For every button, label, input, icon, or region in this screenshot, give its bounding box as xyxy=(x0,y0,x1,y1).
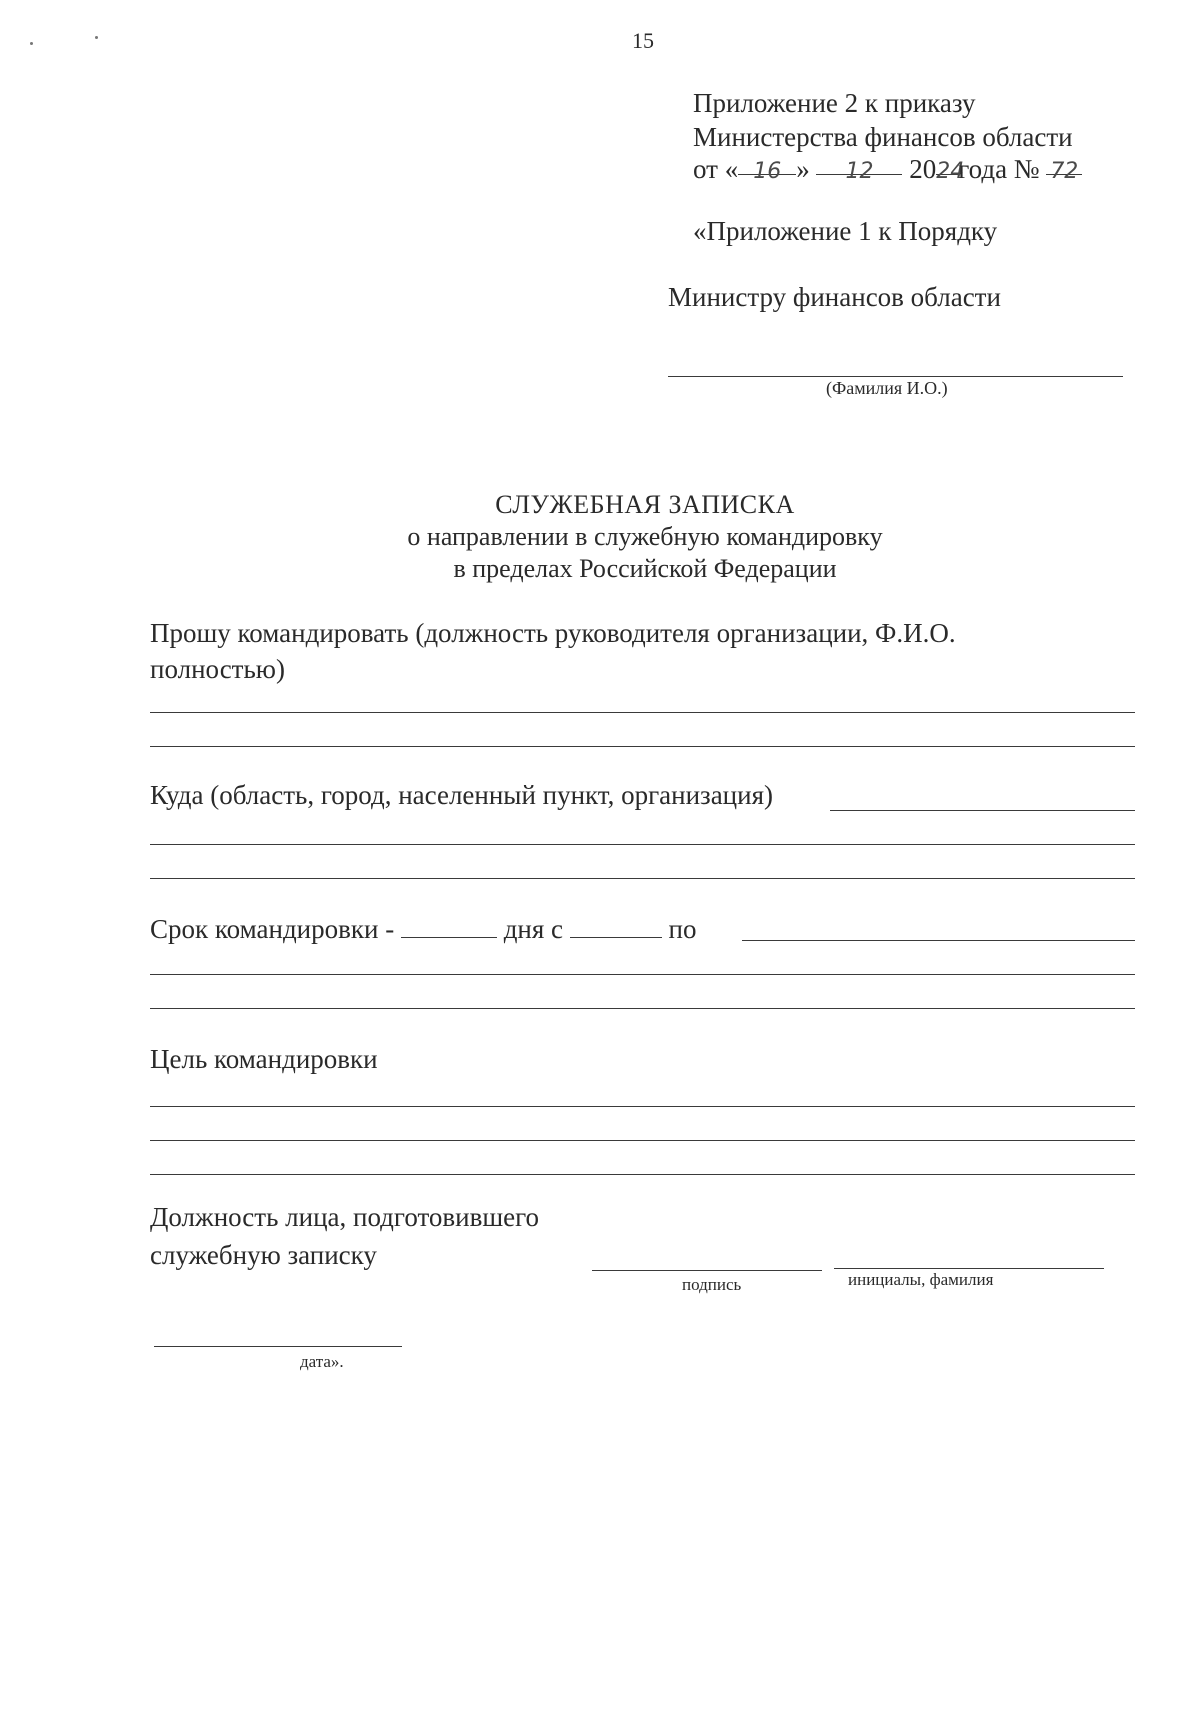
duration-end-line xyxy=(742,940,1135,941)
employee-label-line-1: Прошу командировать (должность руководителя организации, Ф.И.О. xyxy=(150,618,956,648)
initials-line xyxy=(834,1268,1104,1269)
duration-row xyxy=(150,914,696,945)
annex-month: 12 xyxy=(845,159,874,184)
duration-fill-line xyxy=(150,974,1135,975)
duration-days-label: дня с xyxy=(503,914,564,944)
duration-label: Срок командировки - xyxy=(150,914,395,944)
document-subtitle-2: в пределах Российской Федерации xyxy=(453,554,837,583)
annex-line-3 xyxy=(693,152,1082,186)
annex-line-1: Приложение 2 к приказу xyxy=(693,88,976,118)
annex-number-field xyxy=(1046,152,1082,184)
purpose-fill-line xyxy=(150,1106,1135,1107)
purpose-fill-line xyxy=(150,1140,1135,1141)
duration-days-field xyxy=(401,915,497,938)
purpose-label: Цель командировки xyxy=(150,1044,378,1074)
annex-date-prefix: от « xyxy=(693,154,739,184)
document-subtitle-1: о направлении в служебную командировку xyxy=(407,522,883,551)
annex-year-label: года № xyxy=(958,154,1040,184)
annex-order-reference: «Приложение 1 к Порядку xyxy=(693,216,998,246)
duration-to-label: по xyxy=(668,914,697,944)
destination-label: Куда (область, город, населенный пункт, организация) xyxy=(150,780,773,810)
addressee-text: Министру финансов области xyxy=(668,282,1001,312)
scan-speck xyxy=(30,42,33,45)
annex-line-2: Министерства финансов области xyxy=(693,122,1073,152)
annex-day-field xyxy=(738,152,796,184)
signature-line xyxy=(592,1270,822,1271)
preparer-label-line-2: служебную записку xyxy=(150,1240,377,1270)
addressee-name-line xyxy=(668,376,1123,377)
annex-year-field xyxy=(936,152,965,184)
addressee-caption: (Фамилия И.О.) xyxy=(826,378,948,398)
destination-fill-line xyxy=(150,878,1135,879)
purpose-fill-line xyxy=(150,1174,1135,1175)
employee-label-line-2: полностью) xyxy=(150,654,285,684)
destination-fill-line xyxy=(830,810,1135,811)
employee-fill-line xyxy=(150,746,1135,747)
annex-year-prefix: 20 xyxy=(909,154,937,184)
annex-month-field xyxy=(816,152,902,184)
preparer-label-line-1: Должность лица, подготовившего xyxy=(150,1202,540,1232)
initials-caption: инициалы, фамилия xyxy=(848,1270,994,1289)
scan-speck xyxy=(95,36,98,39)
duration-fill-line xyxy=(150,1008,1135,1009)
annex-year-suffix: 24 xyxy=(936,159,965,184)
signature-caption: подпись xyxy=(682,1275,742,1294)
annex-order-number: 72 xyxy=(1050,159,1079,184)
page-number: 15 xyxy=(632,28,654,53)
annex-date-quote: » xyxy=(796,154,810,184)
employee-fill-line xyxy=(150,712,1135,713)
annex-day: 16 xyxy=(753,159,782,184)
date-line xyxy=(154,1346,402,1347)
duration-start-field xyxy=(570,915,662,938)
destination-fill-line xyxy=(150,844,1135,845)
document-title: СЛУЖЕБНАЯ ЗАПИСКА xyxy=(495,490,795,519)
date-caption: дата». xyxy=(300,1352,344,1371)
